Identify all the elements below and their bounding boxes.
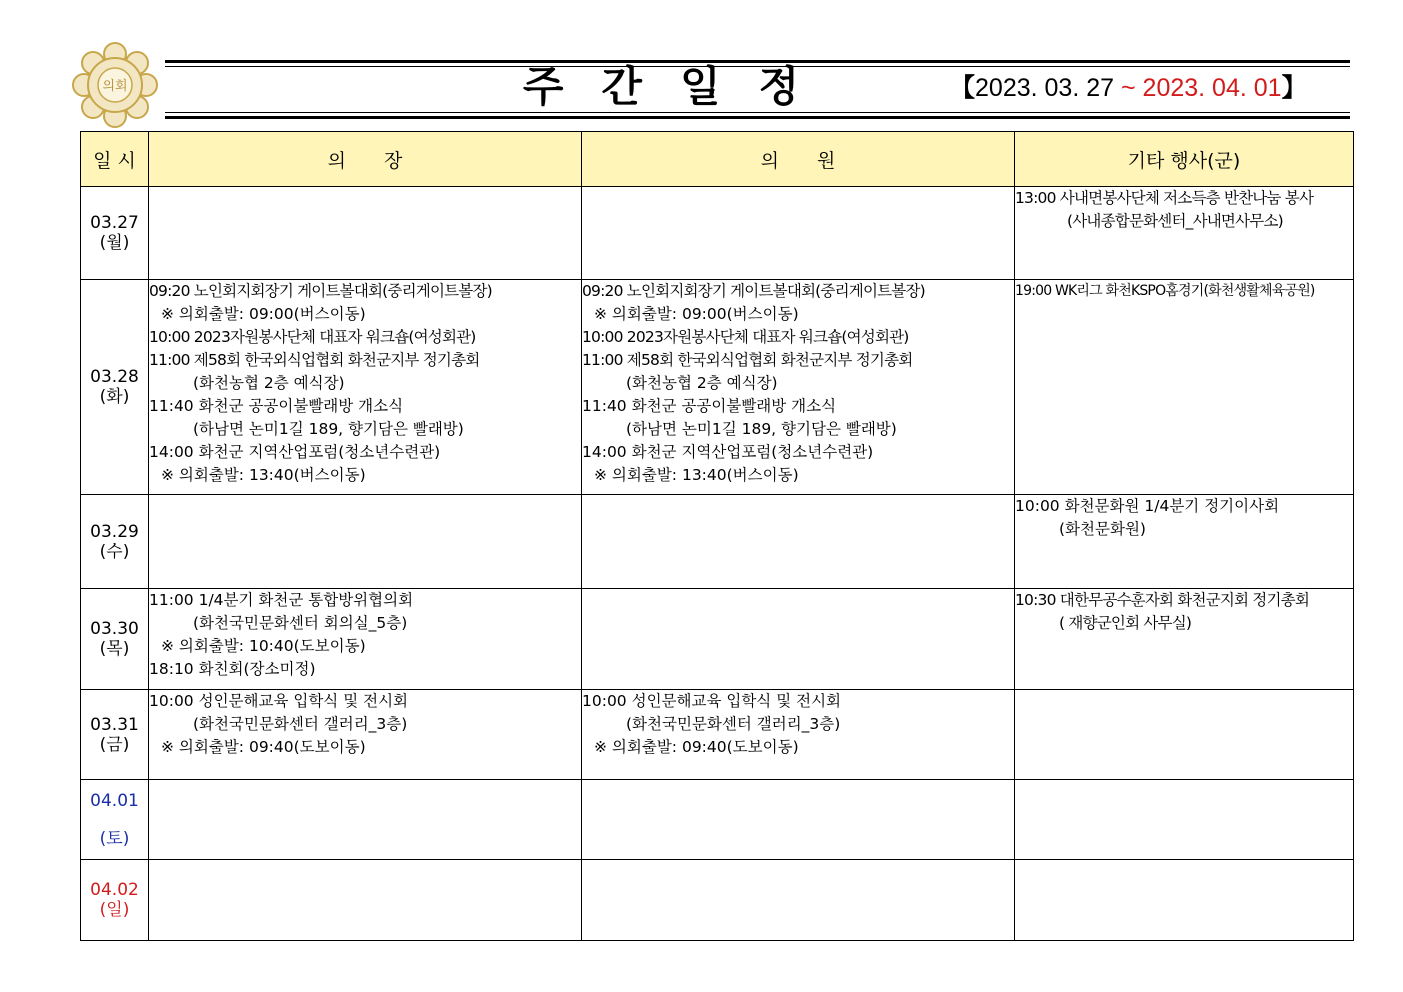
others-cell	[1015, 860, 1354, 941]
event-line: ※ 의회출발: 09:00(버스이동)	[594, 305, 799, 323]
event-line: (화천국민문화센터 갤러리_3층)	[626, 715, 841, 733]
event-line: (화천국민문화센터 회의실_5층)	[193, 614, 408, 632]
event-line: 11:00 제58회 한국외식업협회 화천군지부 정기총회	[582, 351, 913, 369]
col-header-others: 기타 행사(군)	[1015, 132, 1354, 187]
chair-cell	[149, 589, 582, 690]
day-label: (금)	[99, 734, 130, 755]
date-cell	[81, 589, 149, 690]
header-rule-bottom-thin	[165, 112, 1350, 113]
event-line: 10:00 성인문해교육 입학식 및 전시회	[149, 692, 409, 710]
day-label: (목)	[99, 639, 130, 659]
date-label: 03.31	[90, 714, 139, 735]
date-label: 03.27	[90, 213, 139, 233]
event-line: (화천국민문화센터 갤러리_3층)	[193, 715, 408, 733]
event-line: (사내종합문화센터_사내면사무소)	[1067, 212, 1283, 230]
event-line: 11:00 제58회 한국외식업협회 화천군지부 정기총회	[149, 351, 480, 369]
others-cell	[1015, 690, 1354, 780]
date-label: 03.30	[90, 619, 139, 639]
table-row	[81, 860, 1354, 941]
day-label: (월)	[99, 233, 130, 253]
event-line: 11:40 화천군 공공이불빨래방 개소식	[149, 397, 404, 415]
date-cell	[81, 860, 149, 941]
chair-cell	[149, 187, 582, 280]
event-line: 09:20 노인회지회장기 게이트볼대회(중리게이트볼장)	[149, 282, 492, 300]
members-cell	[582, 860, 1015, 941]
day-label: (수)	[99, 541, 130, 562]
event-line: 10:00 2023자원봉사단체 대표자 워크숍(여성회관)	[582, 328, 909, 346]
chair-cell	[149, 780, 582, 860]
range-end: 2023. 04. 01	[1142, 74, 1282, 102]
event-line: (화천문화원)	[1059, 520, 1146, 538]
event-line: 10:00 2023자원봉사단체 대표자 워크숍(여성회관)	[149, 328, 476, 346]
event-line: ※ 의회출발: 09:40(도보이동)	[161, 738, 366, 756]
chair-cell	[149, 280, 582, 495]
members-cell	[582, 280, 1015, 495]
event-line: 13:00 사내면봉사단체 저소득층 반찬나눔 봉사	[1015, 189, 1314, 207]
date-cell	[81, 690, 149, 780]
event-line: (하남면 논미1길 189, 향기담은 빨래방)	[626, 420, 897, 438]
col-header-chair: 의 장	[149, 132, 582, 187]
event-line: 09:20 노인회지회장기 게이트볼대회(중리게이트볼장)	[582, 282, 925, 300]
range-bracket-close: 】	[1281, 74, 1307, 102]
date-label: 04.01	[90, 790, 139, 811]
others-cell	[1015, 589, 1354, 690]
day-label: (일)	[99, 900, 130, 920]
page-title: 주간일정	[522, 62, 838, 111]
event-line: ※ 의회출발: 09:00(버스이동)	[161, 305, 366, 323]
event-line: 10:30 대한무공수훈자회 화천군지회 정기총회	[1015, 591, 1309, 609]
event-line: (화천농협 2층 예식장)	[193, 374, 345, 392]
members-cell	[582, 690, 1015, 780]
logo-text: 의회	[102, 79, 128, 94]
chair-cell	[149, 860, 582, 941]
event-line: 10:00 화천문화원 1/4분기 정기이사회	[1015, 497, 1280, 515]
weekly-schedule-table	[80, 131, 1354, 941]
event-line: 11:40 화천군 공공이불빨래방 개소식	[582, 397, 837, 415]
table-row	[81, 280, 1354, 495]
col-header-members: 의 원	[582, 132, 1015, 187]
col-header-date: 일 시	[81, 132, 149, 187]
date-label: 04.02	[90, 880, 139, 900]
date-cell	[81, 780, 149, 860]
members-cell	[582, 780, 1015, 860]
event-line: ※ 의회출발: 13:40(버스이동)	[161, 466, 366, 484]
table-row	[81, 690, 1354, 780]
table-row	[81, 495, 1354, 589]
chair-cell	[149, 495, 582, 589]
range-tilde: ~	[1120, 74, 1136, 102]
date-cell	[81, 280, 149, 495]
header-rule-bottom	[165, 116, 1350, 119]
members-cell	[582, 495, 1015, 589]
members-cell	[582, 589, 1015, 690]
event-line: 11:00 1/4분기 화천군 통합방위협의회	[149, 591, 414, 609]
event-line: 19:00 WK리그 화천KSPO홈경기(화천생활체육공원)	[1015, 283, 1315, 299]
event-line: (화천농협 2층 예식장)	[626, 374, 778, 392]
date-cell	[81, 495, 149, 589]
date-range	[950, 70, 1307, 106]
date-label: 03.29	[90, 521, 139, 542]
members-cell	[582, 187, 1015, 280]
event-line: ※ 의회출발: 09:40(도보이동)	[594, 738, 799, 756]
date-cell	[81, 187, 149, 280]
event-line: 10:00 성인문해교육 입학식 및 전시회	[582, 692, 842, 710]
day-label: (토)	[99, 828, 130, 849]
table-row	[81, 780, 1354, 860]
event-line: ( 재향군인회 사무실)	[1059, 614, 1192, 632]
day-label: (화)	[99, 387, 130, 407]
event-line: ※ 의회출발: 10:40(도보이동)	[161, 637, 366, 655]
chair-cell	[149, 690, 582, 780]
event-line: 14:00 화천군 지역산업포럼(청소년수련관)	[149, 443, 441, 461]
others-cell	[1015, 780, 1354, 860]
others-cell	[1015, 280, 1354, 495]
event-line: 14:00 화천군 지역산업포럼(청소년수련관)	[582, 443, 874, 461]
date-label: 03.28	[90, 367, 139, 387]
range-start: 2023. 03. 27	[975, 74, 1115, 102]
range-bracket-open: 【	[950, 74, 976, 102]
table-row	[81, 187, 1354, 280]
event-line: 18:10 화친회(장소미정)	[149, 660, 316, 678]
event-line: ※ 의회출발: 13:40(버스이동)	[594, 466, 799, 484]
table-row	[81, 589, 1354, 690]
others-cell	[1015, 495, 1354, 589]
council-emblem-logo	[70, 40, 160, 130]
event-line: (하남면 논미1길 189, 향기담은 빨래방)	[193, 420, 464, 438]
others-cell	[1015, 187, 1354, 280]
table-header-row	[81, 132, 1354, 187]
